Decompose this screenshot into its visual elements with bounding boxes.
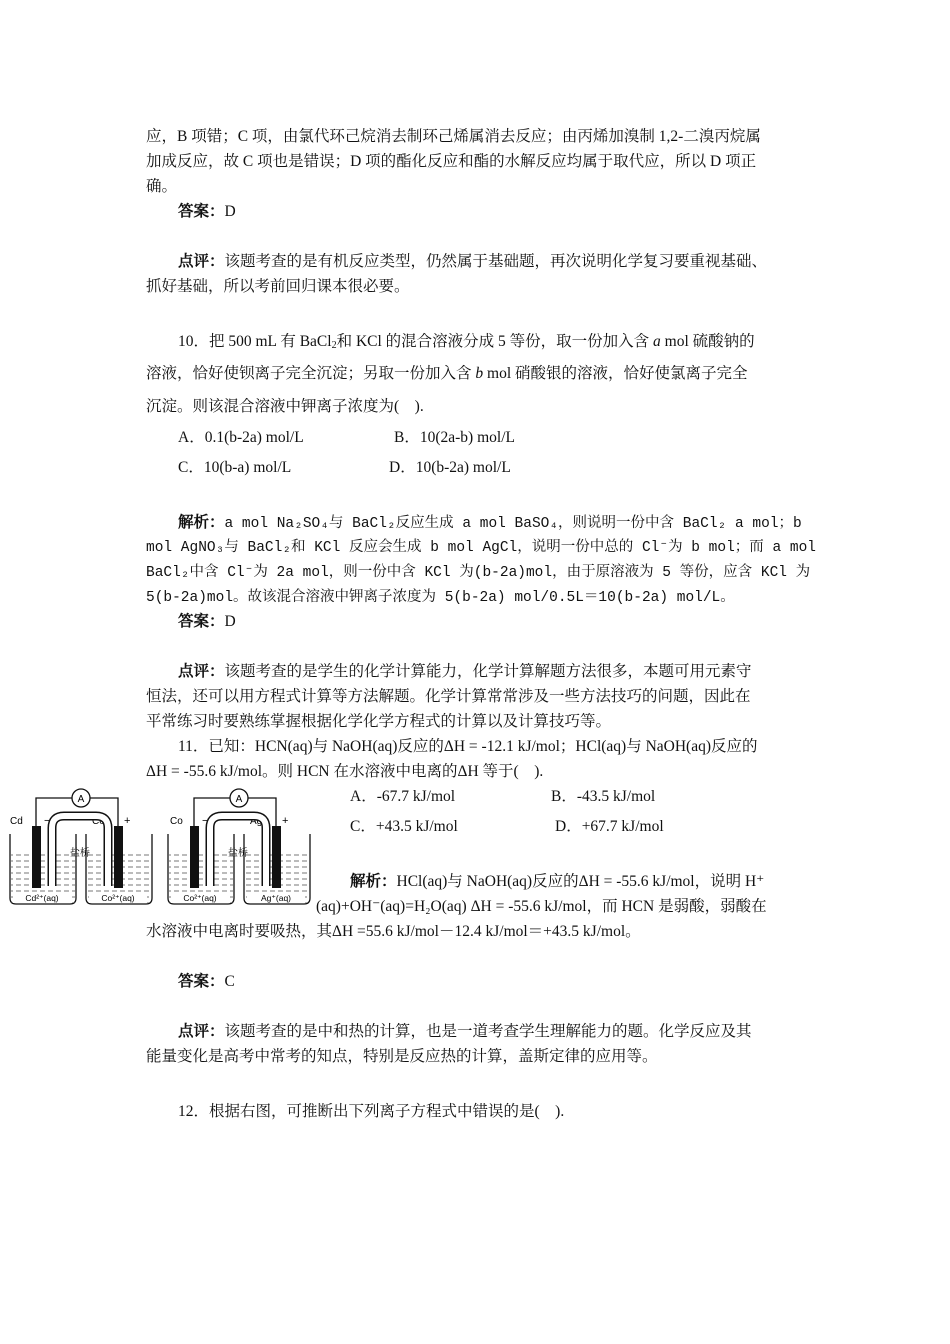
analysis-text: a mol Na₂SO₄与 BaCl₂反应生成 a mol BaSO₄，则说明一份中含 BaCl₂ a mol；b	[224, 516, 802, 532]
cell-2	[168, 789, 310, 904]
left-solution-label: Co²⁺(aq)	[183, 893, 217, 903]
analysis-text: HCl(aq)与 NaOH(aq)反应的ΔH = -55.6 kJ/mol，说明 H⁺	[396, 873, 765, 890]
galvanic-cells-figure	[8, 786, 314, 910]
q11-option-d: D．+67.7 kJ/mol	[555, 818, 664, 835]
q10-comment-line-3: 平常练习时要熟练掌握根据化学化学方程式的计算以及计算技巧等。	[146, 713, 612, 730]
answer-label: 答案：	[178, 973, 225, 990]
answer-value: D	[224, 613, 236, 630]
q11-analysis-line-2: (aq)+OH⁻(aq)=H₂O(aq) ΔH = -55.6 kJ/mol，而 HCN 是弱酸，弱酸在	[316, 898, 767, 915]
left-electrode	[190, 826, 199, 888]
q10-stem-line-2: 溶液，恰好使钡离子完全沉淀；另取一份加入含 b mol 硝酸银的溶液，恰好使氯离子完全	[146, 365, 748, 382]
analysis-label: 解析：	[178, 514, 225, 531]
q10-stem-part: 10．把 500 mL 有 BaCl	[178, 333, 332, 350]
q11-option-b: B．-43.5 kJ/mol	[551, 788, 656, 805]
q10-comment-line-2: 恒法，还可以用方程式计算等方法解题。化学计算常常涉及一些方法技巧的问题，因此在	[146, 688, 751, 705]
q10-stem-part: 溶液，恰好使钡离子完全沉淀；另取一份加入含	[146, 365, 476, 382]
analysis-label: 解析：	[350, 873, 397, 890]
q10-stem-line-1: 10．把 500 mL 有 BaCl$_2$和 KCl 的混合溶液分成 5 等份，取一份加入含 a mol 硫酸钠的	[178, 333, 755, 351]
salt-bridge-label: 盐桥	[70, 848, 90, 859]
comment-label: 点评：	[178, 253, 225, 270]
q10-analysis-line-3: BaCl₂中含 Cl⁻为 2a mol，则一份中含 KCl 为(b-2a)mol，由于原溶液为 5 等份，应含 KCl 为	[146, 565, 811, 581]
q11-option-a: A．-67.7 kJ/mol	[350, 788, 456, 805]
q10-comment-line-1	[178, 662, 752, 682]
q11-stem-line-2: ΔH = -55.6 kJ/mol。则 HCN 在水溶液中电离的ΔH 等于( ).	[146, 763, 544, 780]
q11-comment-line-1	[178, 1022, 752, 1042]
answer-label: 答案：	[178, 613, 225, 630]
q9-analysis-line-1: 应，B 项错；C 项，由氯代环己烷消去制环己烯属消去反应；由丙烯加溴制 1,2-二溴丙烷属	[146, 128, 761, 145]
q10-analysis-line-1	[178, 513, 802, 534]
q10-option-c: C．10(b-a) mol/L	[178, 459, 292, 476]
right-sign: +	[124, 815, 131, 827]
answer-label: 答案：	[178, 203, 225, 220]
q10-stem-part: 和 KCl 的混合溶液分成 5 等份，取一份加入含	[336, 333, 654, 350]
right-sign: +	[282, 815, 289, 827]
q11-analysis-line-3: 水溶液中电离时要吸热，其ΔH =55.6 kJ/mol－12.4 kJ/mol＝+43.5 kJ/mol。	[146, 923, 641, 940]
left-electrode-label: Co	[170, 816, 183, 827]
q10-stem-part: mol 硝酸银的溶液，恰好使氯离子完全	[483, 365, 748, 382]
q9-comment-line-1	[178, 252, 767, 272]
left-solution-label: Cd²⁺(aq)	[25, 893, 59, 903]
q10-option-a: A．0.1(b-2a) mol/L	[178, 429, 304, 446]
right-electrode-label: Ag	[250, 816, 263, 827]
q11-answer	[178, 972, 235, 992]
left-sign: −	[202, 815, 209, 827]
q9-answer	[178, 202, 236, 222]
left-electrode-label: Cd	[10, 816, 23, 827]
right-solution-label: Ag⁺(aq)	[261, 893, 291, 903]
right-electrode	[114, 826, 123, 888]
cell-1	[10, 789, 152, 904]
comment-label: 点评：	[178, 663, 225, 680]
q10-analysis-line-2: mol AgNO₃与 BaCl₂和 KCl 反应会生成 b mol AgCl，说明一份中总的 Cl⁻为 b mol；而 a mol	[146, 540, 816, 556]
answer-value: C	[224, 973, 235, 990]
right-electrode	[272, 826, 281, 888]
q9-analysis-line-2: 加成反应，故 C 项也是错误；D 项的酯化反应和酯的水解反应均属于取代应，所以 D 项正	[146, 153, 757, 170]
q9-analysis-line-3: 确。	[146, 178, 178, 195]
q11-option-c: C．+43.5 kJ/mol	[350, 818, 458, 835]
q10-analysis-line-4: 5(b-2a)mol。故该混合溶液中钾离子浓度为 5(b-2a) mol/0.5L＝10(b-2a) mol/L。	[146, 590, 735, 606]
right-solution-label: Co²⁺(aq)	[101, 893, 135, 903]
ammeter-label: A	[235, 794, 243, 805]
comment-text: 该题考查的是学生的化学计算能力，化学计算解题方法很多，本题可用元素守	[224, 663, 752, 680]
q10-answer	[178, 612, 236, 632]
q12-stem-line-1: 12．根据右图，可推断出下列离子方程式中错误的是( ).	[178, 1103, 565, 1120]
q11-stem-line-1: 11．已知：HCN(aq)与 NaOH(aq)反应的ΔH = -12.1 kJ/mol；HCl(aq)与 NaOH(aq)反应的	[178, 738, 758, 755]
salt-bridge-label: 盐桥	[228, 848, 248, 859]
q10-option-d: D．10(b-2a) mol/L	[389, 459, 511, 476]
q11-analysis-line-1	[350, 872, 764, 892]
left-electrode	[32, 826, 41, 888]
comment-text: 该题考查的是有机反应类型，仍然属于基础题，再次说明化学复习要重视基础、	[224, 253, 768, 270]
ammeter-label: A	[77, 794, 85, 805]
q10-option-b: B．10(2a-b) mol/L	[394, 429, 515, 446]
q11-comment-line-2: 能量变化是高考中常考的知点，特别是反应热的计算，盖斯定律的应用等。	[146, 1048, 658, 1065]
q10-stem-part: mol 硫酸钠的	[660, 333, 755, 350]
q9-comment-line-2: 抓好基础，所以考前回归课本很必要。	[146, 278, 410, 295]
left-sign: −	[44, 815, 51, 827]
q10-stem-line-3: 沉淀。则该混合溶液中钾离子浓度为( ).	[146, 398, 424, 415]
comment-text: 该题考查的是中和热的计算，也是一道考查学生理解能力的题。化学反应及其	[224, 1023, 752, 1040]
answer-value: D	[224, 203, 236, 220]
comment-label: 点评：	[178, 1023, 225, 1040]
right-electrode-label: Co	[92, 816, 105, 827]
